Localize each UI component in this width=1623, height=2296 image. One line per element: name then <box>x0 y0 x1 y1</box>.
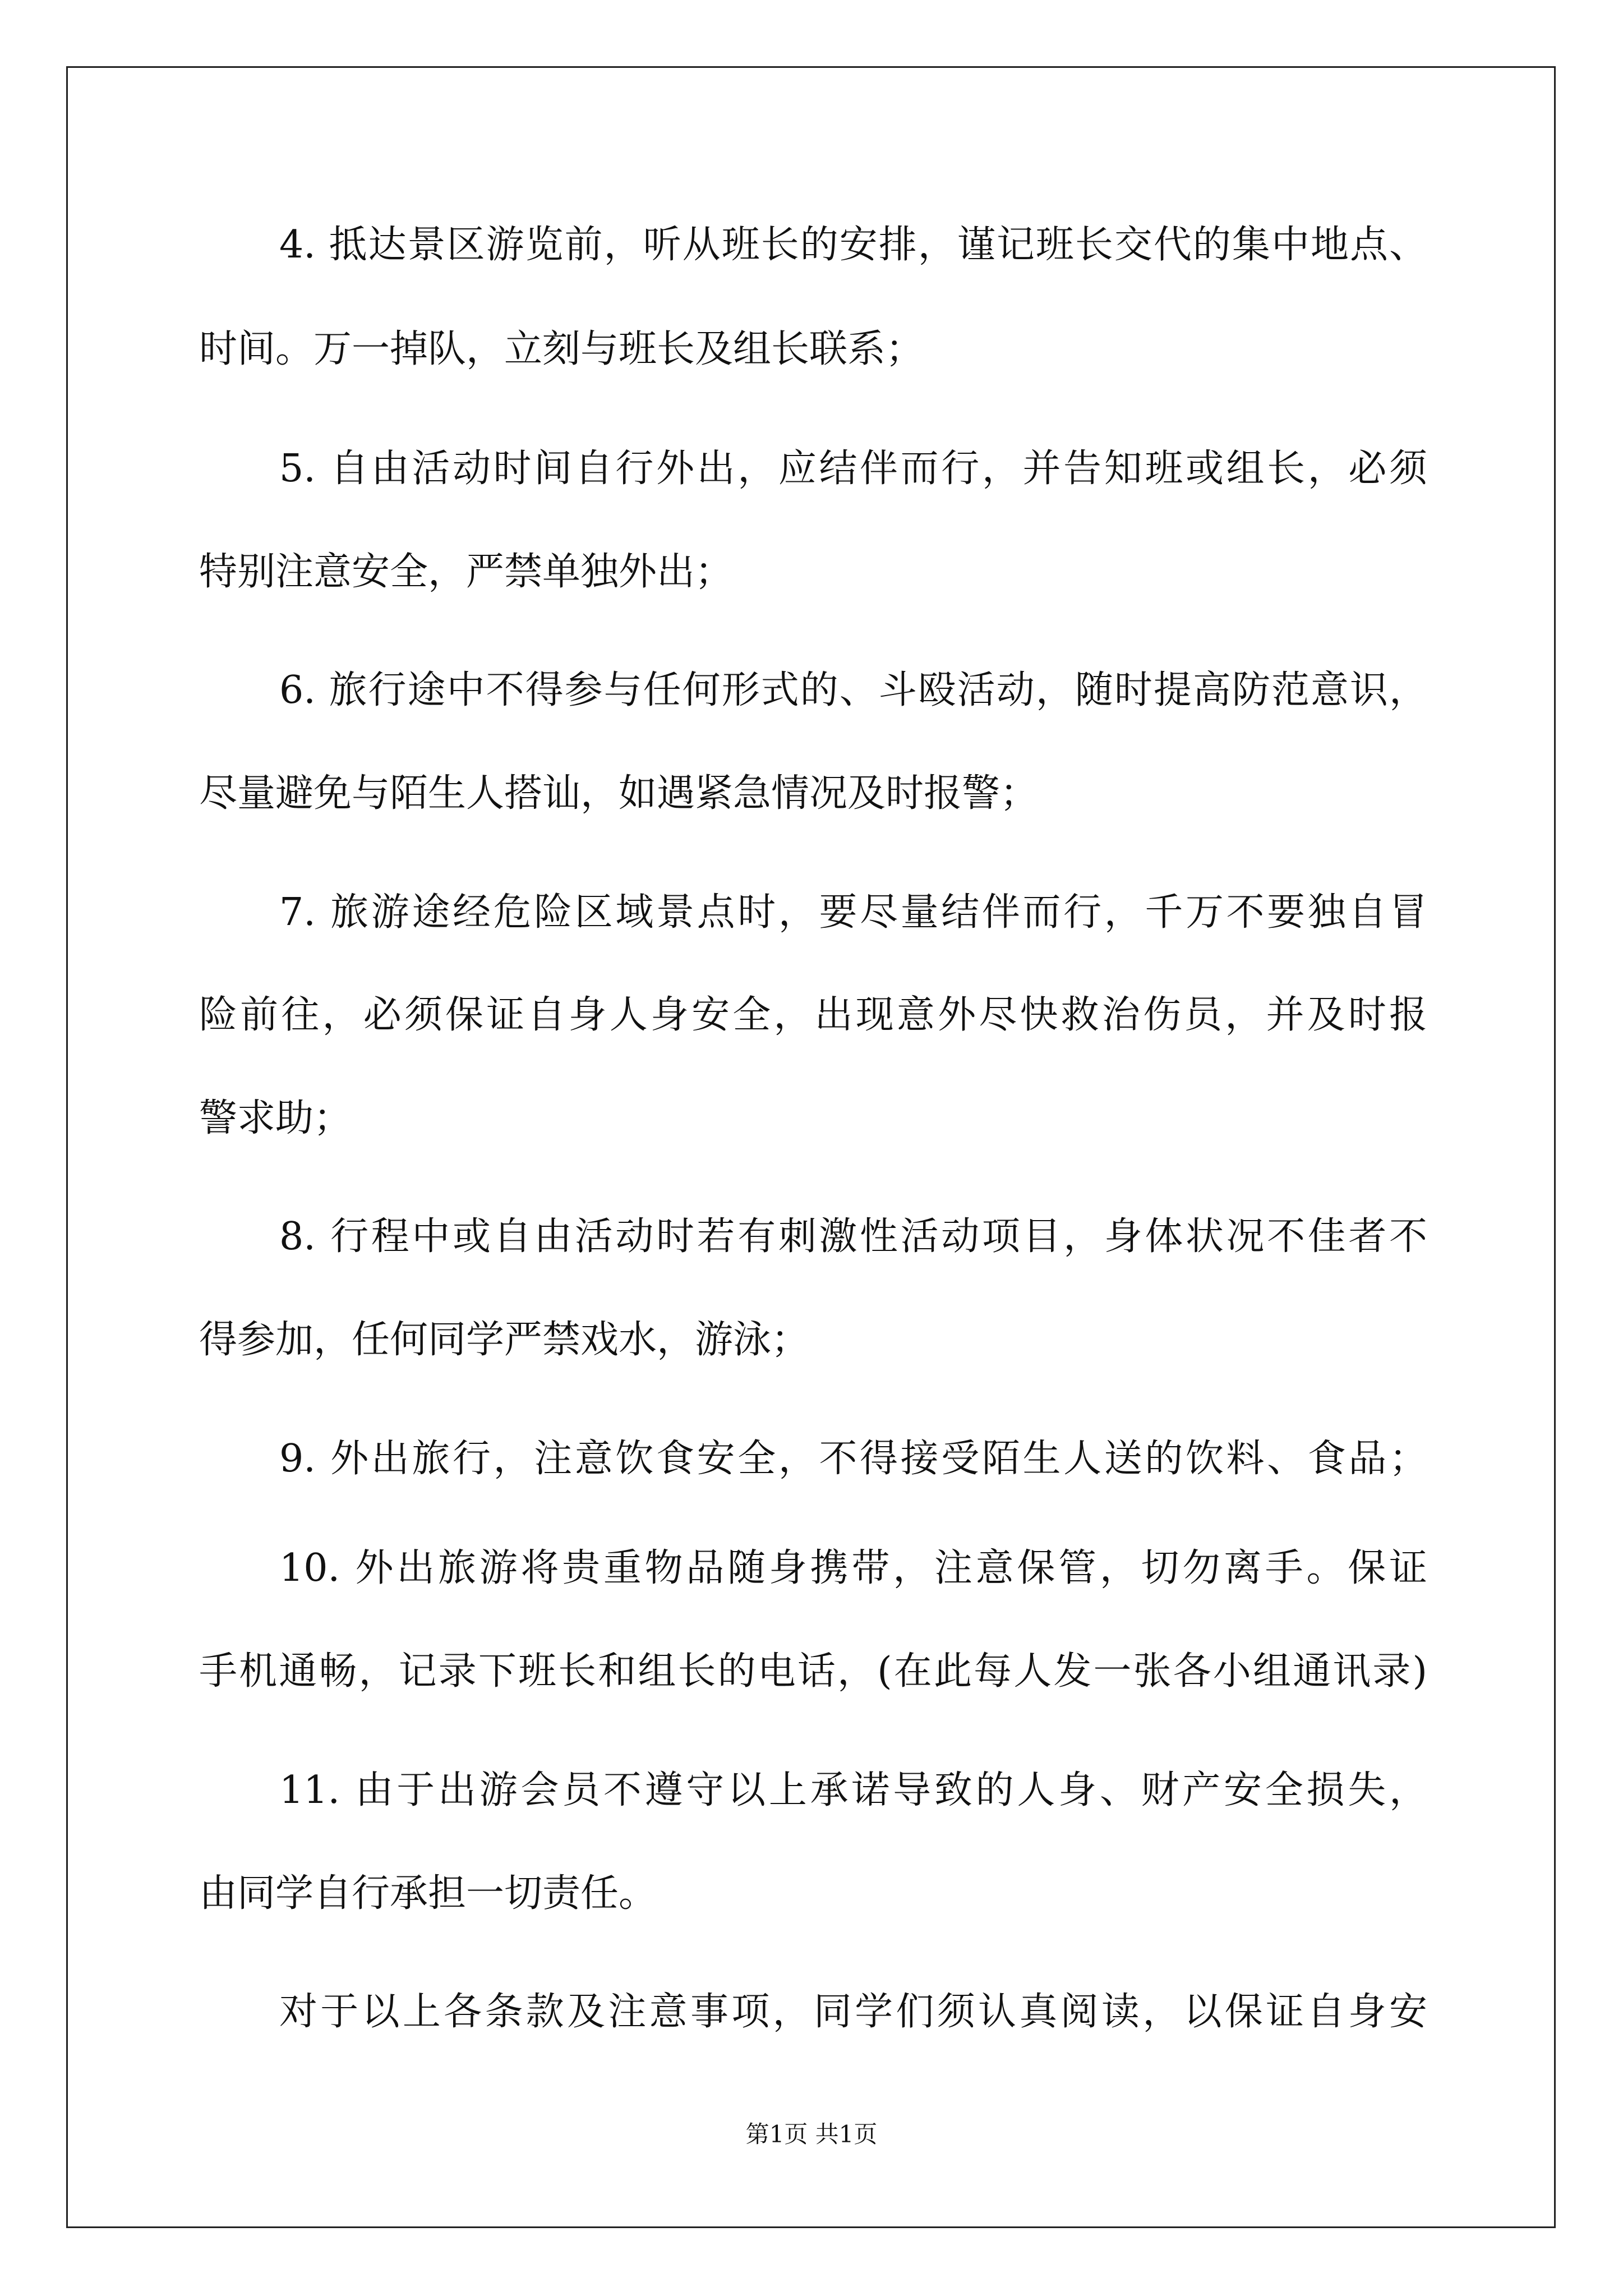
text-line: 险前往，必须保证自身人身安全，出现意外尽快救治伤员，并及时报 <box>199 993 1427 1037</box>
text-line: 4. 抵达景区游览前，听从班长的安排，谨记班长交代的集中地点、 <box>279 223 1427 267</box>
text-line: 8. 行程中或自由活动时若有刺激性活动项目，身体状况不佳者不 <box>279 1214 1427 1259</box>
text-line: 时间。万一掉队，立刻与班长及组长联系； <box>199 327 924 371</box>
text-line: 9. 外出旅行，注意饮食安全，不得接受陌生人送的饮料、食品； <box>279 1437 1427 1481</box>
text-line: 7. 旅游途经危险区域景点时，要尽量结伴而行，千万不要独自冒 <box>279 890 1427 935</box>
text-line: 5. 自由活动时间自行外出，应结伴而行，并告知班或组长，必须 <box>279 447 1427 491</box>
page-number-footer: 第1页 共1页 <box>745 2120 878 2148</box>
text-line: 特别注意安全，严禁单独外出； <box>199 550 734 594</box>
text-line: 警求助； <box>199 1096 352 1140</box>
text-line: 得参加，任何同学严禁戏水，游泳； <box>199 1318 810 1362</box>
text-line: 对于以上各条款及注意事项，同学们须认真阅读，以保证自身安 <box>279 1990 1427 2034</box>
text-line: 手机通畅，记录下班长和组长的电话，(在此每人发一张各小组通讯录) <box>199 1649 1427 1694</box>
text-line: 10. 外出旅游将贵重物品随身携带，注意保管，切勿离手。保证 <box>279 1546 1427 1590</box>
text-line: 11. 由于出游会员不遵守以上承诺导致的人身、财产安全损失， <box>279 1768 1427 1812</box>
text-line: 6. 旅行途中不得参与任何形式的、斗殴活动，随时提高防范意识， <box>279 668 1427 712</box>
text-line: 由同学自行承担一切责任。 <box>199 1871 657 1916</box>
text-line: 尽量避免与陌生人搭讪，如遇紧急情况及时报警； <box>199 771 1039 816</box>
